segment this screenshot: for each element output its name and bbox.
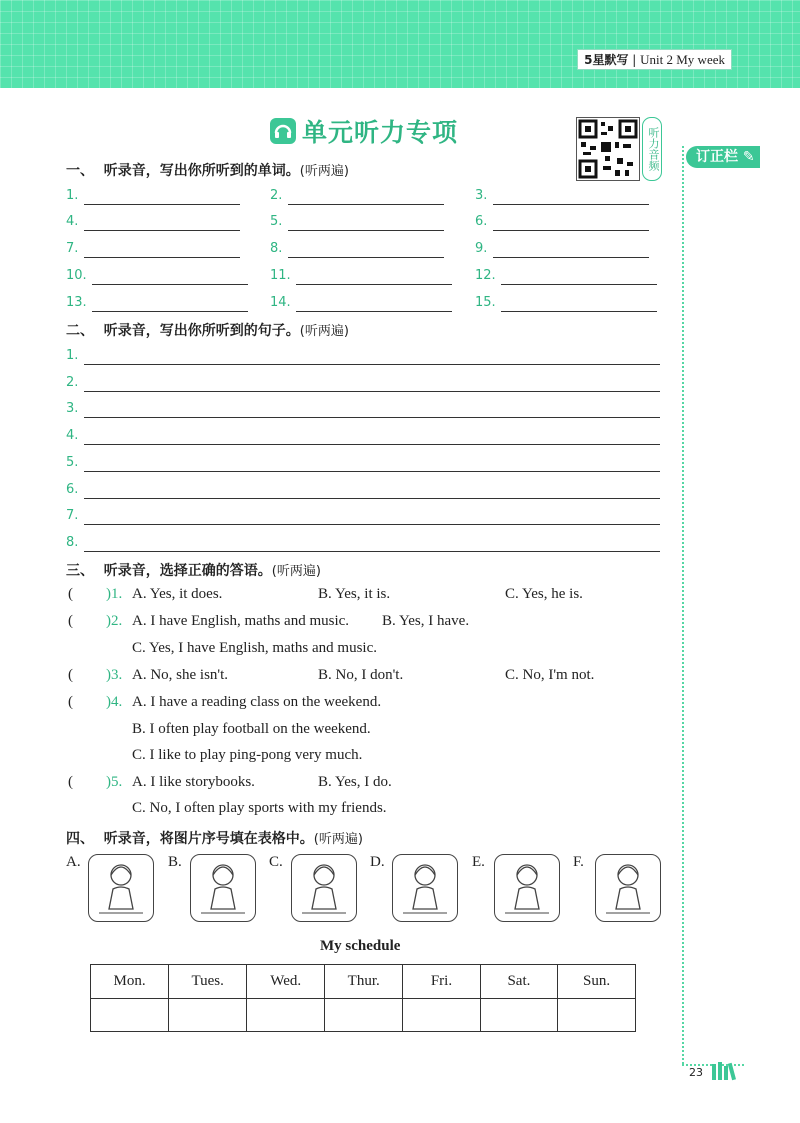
answer-paren-4[interactable]: (	[68, 694, 73, 710]
pencil-icon: ✎	[742, 149, 755, 165]
picture-label: C.	[269, 854, 283, 870]
picture-label: B.	[168, 854, 182, 870]
correction-column-border	[682, 146, 684, 1064]
page-title-block	[270, 114, 458, 148]
answer-paren-3[interactable]: (	[68, 667, 73, 683]
question-2-number: )2.	[106, 613, 123, 629]
section-1-number: 一、	[66, 163, 94, 179]
section-4-number: 四、	[66, 831, 94, 847]
sentence-number: 8.	[66, 534, 79, 550]
schedule-answer-cell[interactable]	[403, 999, 480, 1032]
word-blank[interactable]	[84, 204, 240, 205]
word-blank[interactable]	[92, 284, 248, 285]
section-4-text: 听录音，将图片序号填在表格中。	[103, 831, 314, 847]
sentence-blank[interactable]	[84, 391, 660, 392]
word-blank[interactable]	[296, 311, 452, 312]
word-number: 10.	[66, 268, 87, 283]
question-4-option-b: B. I often play football on the weekend.	[132, 721, 371, 737]
schedule-answer-cell[interactable]	[558, 999, 636, 1032]
schedule-day: Thur.	[325, 965, 403, 999]
section-1-hint: (听两遍)	[299, 164, 349, 179]
question-3-option-c: C. No, I'm not.	[505, 667, 595, 683]
schedule-day: Fri.	[403, 965, 480, 999]
ping-pong-kids-icon	[392, 854, 458, 922]
word-number: 4.	[66, 214, 79, 229]
question-3-number: )3.	[106, 667, 123, 683]
section-2-hint: (听两遍)	[299, 324, 349, 339]
word-blank[interactable]	[288, 257, 444, 258]
word-blank[interactable]	[493, 230, 649, 231]
schedule-table	[90, 964, 636, 1032]
section-3-hint: (听两遍)	[271, 564, 321, 579]
word-blank[interactable]	[493, 257, 649, 258]
question-4-number: )4.	[106, 694, 123, 710]
question-1-option-a: A. Yes, it does.	[132, 586, 223, 602]
word-number: 2.	[270, 188, 283, 203]
schedule-day: Tues.	[169, 965, 247, 999]
question-2-option-c: C. Yes, I have English, maths and music.	[132, 640, 377, 656]
word-number: 15.	[475, 295, 496, 310]
answer-paren-2[interactable]: (	[68, 613, 73, 629]
section-1-text: 听录音，写出你所听到的单词。	[103, 163, 300, 179]
schedule-answer-cell[interactable]	[169, 999, 247, 1032]
sentence-number: 2.	[66, 374, 79, 390]
word-blank[interactable]	[92, 311, 248, 312]
unit-label: Unit 2 My week	[640, 52, 725, 67]
word-blank[interactable]	[84, 230, 240, 231]
word-number: 1.	[66, 188, 79, 203]
header-band	[0, 0, 800, 88]
swimming-girl-icon	[291, 854, 357, 922]
word-blank[interactable]	[493, 204, 649, 205]
question-1-number: )1.	[106, 586, 123, 602]
page-number: 23	[689, 1066, 703, 1079]
word-number: 7.	[66, 241, 79, 256]
question-5-option-b: B. Yes, I do.	[318, 774, 392, 790]
book-name: 5星默写	[584, 53, 629, 67]
schedule-title: My schedule	[320, 938, 401, 954]
question-5-option-a: A. I like storybooks.	[132, 774, 255, 790]
picture-label: A.	[66, 854, 81, 870]
picture-label: E.	[472, 854, 485, 870]
word-blank[interactable]	[501, 284, 657, 285]
sentence-number: 1.	[66, 348, 79, 363]
correction-tab	[686, 146, 760, 168]
sentence-number: 4.	[66, 428, 79, 444]
section-3-text: 听录音，选择正确的答语。	[103, 563, 272, 579]
section-3-number: 三、	[66, 563, 94, 579]
schedule-day: Wed.	[247, 965, 325, 999]
sentence-number: 3.	[66, 401, 79, 417]
picture-label: D.	[370, 854, 385, 870]
section-2-title	[66, 320, 349, 340]
sentence-blank[interactable]	[84, 364, 660, 365]
page-title: 单元听力专项	[302, 118, 459, 147]
question-2-option-b: B. Yes, I have.	[382, 613, 470, 629]
sentence-blank[interactable]	[84, 471, 660, 472]
header-tag: 5星默写 | Unit 2 My week	[577, 49, 732, 70]
schedule-answer-cell[interactable]	[480, 999, 558, 1032]
section-1-title	[66, 160, 349, 180]
question-3-option-b: B. No, I don't.	[318, 667, 404, 683]
sentence-number: 6.	[66, 481, 79, 497]
word-number: 13.	[66, 295, 87, 310]
drawing-girl-icon	[88, 854, 154, 922]
word-number: 9.	[475, 241, 488, 256]
question-4-option-c: C. I like to play ping-pong very much.	[132, 747, 363, 763]
section-3-title	[66, 560, 321, 580]
schedule-header-row	[91, 965, 636, 999]
reading-girl-icon	[190, 854, 256, 922]
sentence-blank[interactable]	[84, 444, 660, 445]
section-2-text: 听录音，写出你所听到的句子。	[103, 323, 300, 339]
answer-paren-1[interactable]: (	[68, 586, 73, 602]
correction-tab-label: 订正栏	[696, 149, 738, 165]
sentence-number: 5.	[66, 454, 79, 470]
answer-paren-5[interactable]: (	[68, 774, 73, 790]
word-number: 5.	[270, 214, 283, 229]
question-2-option-a: A. I have English, maths and music.	[132, 613, 350, 629]
sentence-blank[interactable]	[84, 498, 660, 499]
question-5-option-c: C. No, I often play sports with my friends.	[132, 800, 387, 816]
sentence-number: 7.	[66, 508, 79, 524]
question-1-option-c: C. Yes, he is.	[505, 586, 583, 602]
schedule-answer-row	[91, 999, 636, 1032]
qr-code[interactable]	[576, 117, 640, 181]
word-blank[interactable]	[501, 311, 657, 312]
headphones-icon	[270, 118, 296, 144]
word-blank[interactable]	[288, 230, 444, 231]
sentence-blank[interactable]	[84, 417, 660, 418]
sentence-blank[interactable]	[84, 524, 660, 525]
word-number: 6.	[475, 214, 488, 229]
schedule-day: Sun.	[558, 965, 636, 999]
qr-label: 听力音频	[642, 117, 662, 181]
question-4-option-a: A. I have a reading class on the weekend.	[132, 694, 382, 710]
books-icon	[710, 1060, 740, 1082]
question-1-option-b: B. Yes, it is.	[318, 586, 391, 602]
picture-label: F.	[573, 854, 584, 870]
schedule-day: Sat.	[480, 965, 558, 999]
computer-class-icon	[595, 854, 661, 922]
section-4-hint: (听两遍)	[313, 832, 363, 847]
word-number: 3.	[475, 188, 488, 203]
schedule-answer-cell[interactable]	[247, 999, 325, 1032]
section-4-title	[66, 828, 363, 848]
question-5-number: )5.	[106, 774, 123, 790]
word-number: 8.	[270, 241, 283, 256]
schedule-answer-cell[interactable]	[325, 999, 403, 1032]
schedule-day: Mon.	[91, 965, 169, 999]
section-2-number: 二、	[66, 323, 94, 339]
word-blank[interactable]	[288, 204, 444, 205]
word-blank[interactable]	[296, 284, 452, 285]
sentence-blank[interactable]	[84, 551, 660, 552]
word-number: 11.	[270, 268, 291, 283]
word-blank[interactable]	[84, 257, 240, 258]
schedule-answer-cell[interactable]	[91, 999, 169, 1032]
word-number: 14.	[270, 295, 291, 310]
word-number: 12.	[475, 268, 496, 283]
football-girl-icon	[494, 854, 560, 922]
question-3-option-a: A. No, she isn't.	[132, 667, 229, 683]
